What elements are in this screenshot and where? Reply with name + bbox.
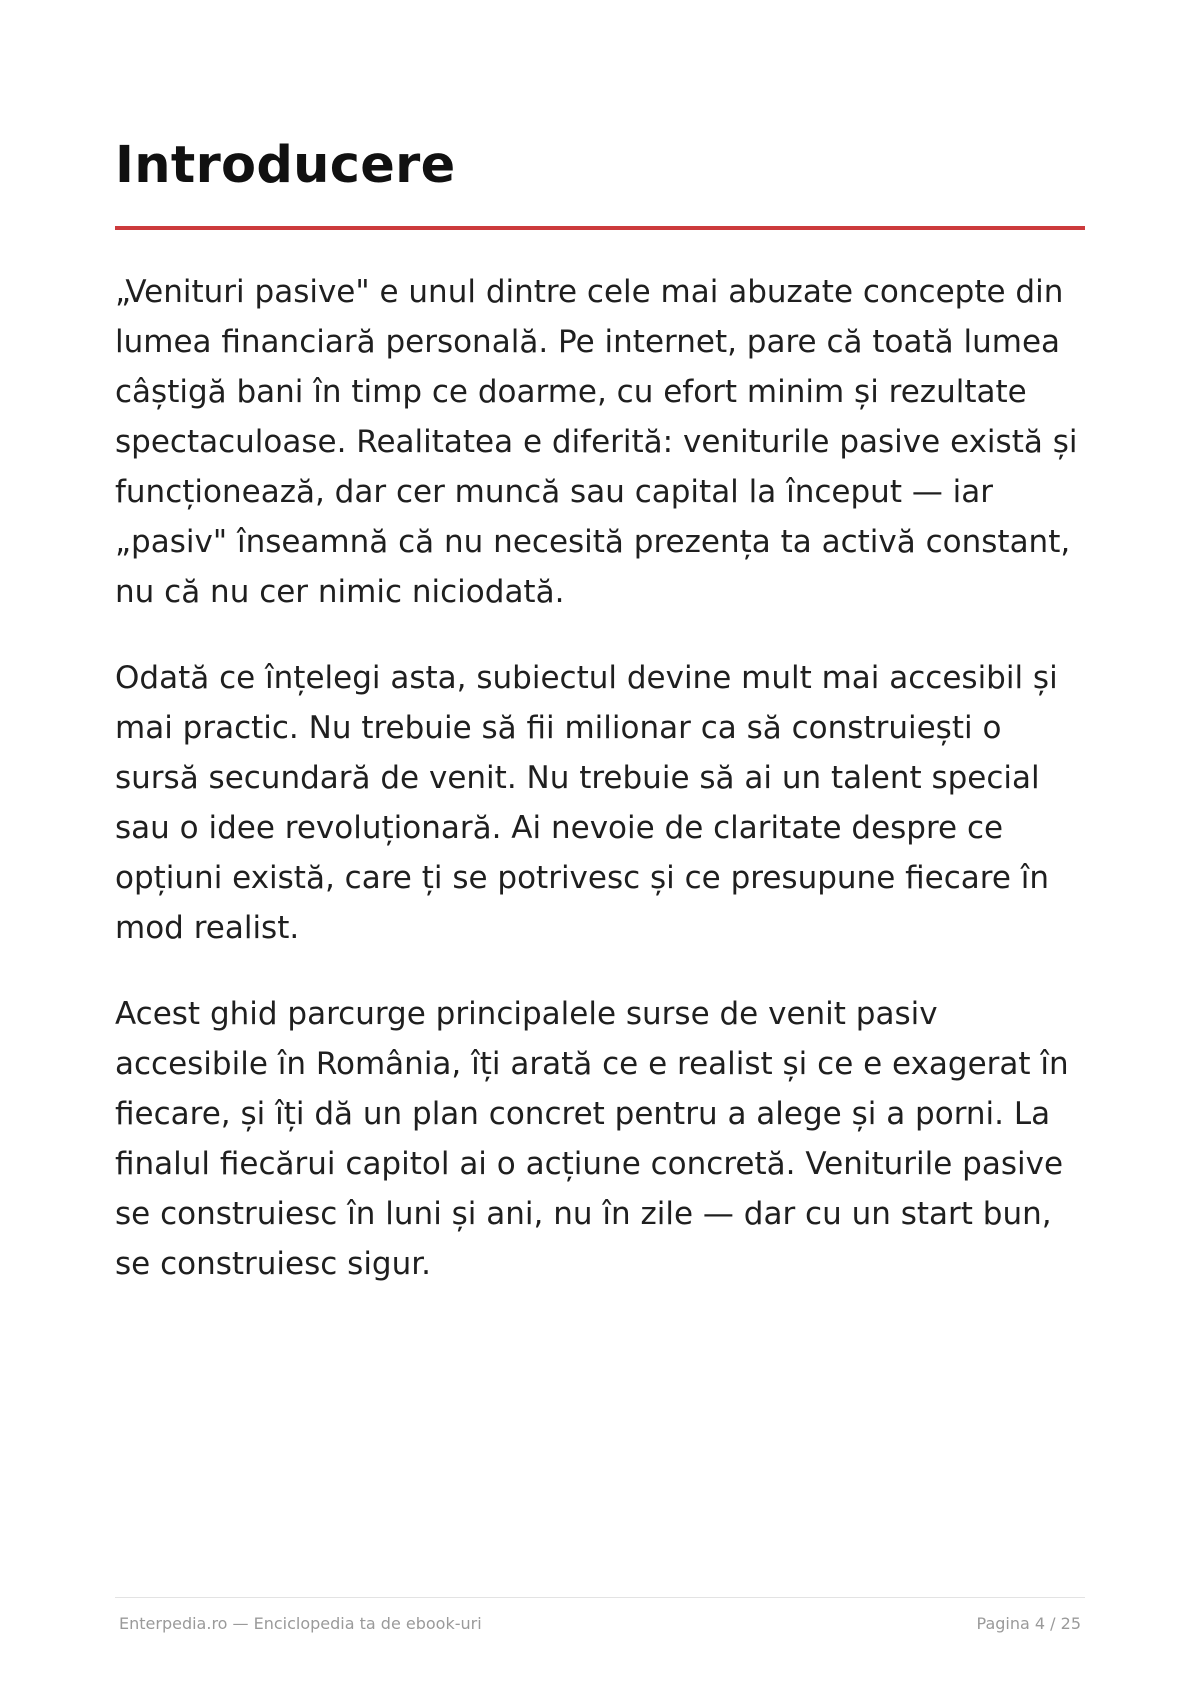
footer-site-name: Enterpedia.ro — Enciclopedia ta de ebook-uri — [119, 1614, 482, 1633]
paragraph-3: Acest ghid parcurge principalele surse de venit pasiv accesibile în România, îți arată ce e realist și ce e exagerat în fiecare, și îți dă un plan concret pentru a alege și a porni. La finalul fiecărui capitol ai o acțiune concretă. Veniturile pasive se construiesc în luni și ani, nu în zile — dar cu un start bun, se construiesc sigur. — [115, 996, 1069, 1282]
document-page — [115, 0, 1085, 1683]
page-number: Pagina 4 / 25 — [976, 1614, 1081, 1633]
page-title: Introducere — [115, 136, 456, 195]
title-divider — [115, 226, 1085, 230]
paragraph-2: Odată ce înțelegi asta, subiectul devine mult mai accesibil și mai practic. Nu trebuie să fii milionar ca să construiești o sursă secundară de venit. Nu trebuie să ai un talent special sau o idee revoluționară. Ai nevoie de claritate despre ce opțiuni există, care ți se potrivesc și ce presupune fiecare în mod realist. — [115, 660, 1058, 946]
footer-divider — [115, 1597, 1085, 1598]
paragraph-1: „Venituri pasive" e unul dintre cele mai abuzate concepte din lumea financiară personală. Pe internet, pare că toată lumea câștigă bani în timp ce doarme, cu efort minim și rezultate spectaculoase. Realitatea e diferită: veniturile pasive există și funcționează, dar cer muncă sau capital la început — iar „pasiv" înseamnă că nu necesită prezența ta activă constant, nu că nu cer nimic niciodată. — [115, 274, 1078, 610]
body-text — [115, 267, 1090, 1325]
